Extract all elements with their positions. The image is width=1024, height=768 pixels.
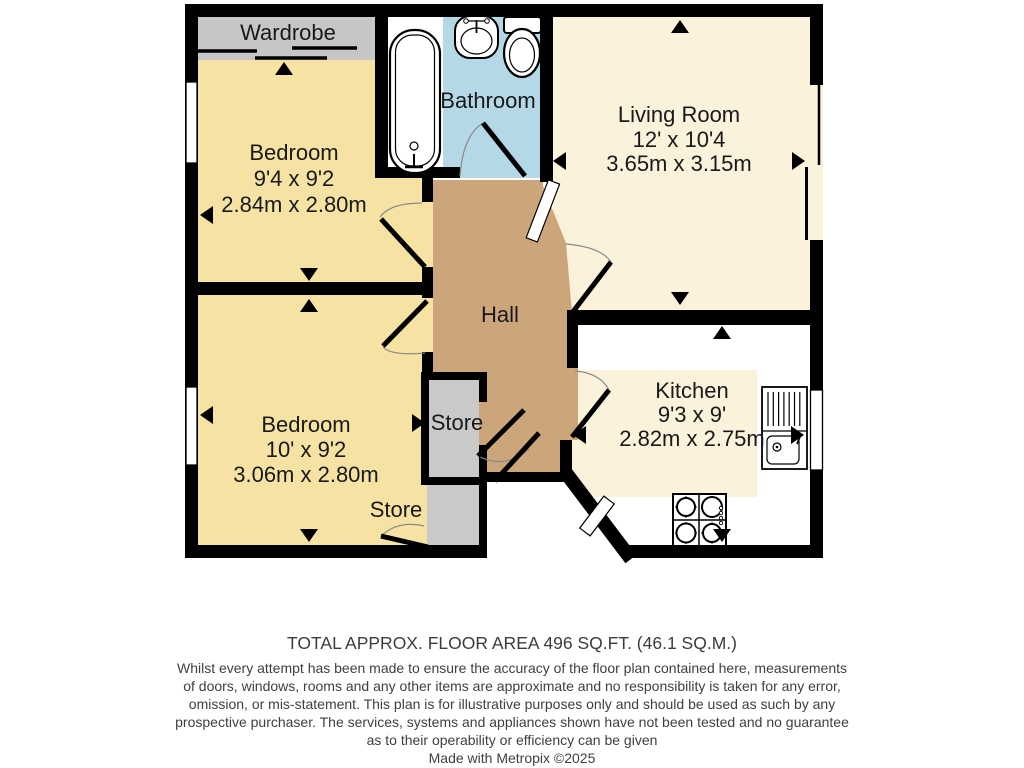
wall-store-right-a: [479, 372, 487, 402]
wall-hall-kitchen: [560, 440, 572, 472]
disclaimer-line: as to their operability or efficiency can be given: [366, 732, 658, 748]
hob-icon: [673, 494, 726, 546]
store-lower-label: Store: [369, 497, 423, 522]
bedroom1-metric: 2.84m x 2.80m: [221, 192, 367, 217]
window-bedroom2: [186, 387, 197, 465]
exterior-notch: [487, 482, 572, 545]
toilet-icon: [504, 17, 541, 77]
wall-bedroom-divider: [185, 282, 433, 295]
window-kitchen: [811, 390, 823, 470]
wall-bedroom2-right: [422, 352, 433, 372]
wall-bottom-left: [185, 545, 487, 558]
wall-bedroom-bathroom: [375, 17, 388, 167]
store-lower-area: [427, 485, 479, 545]
bathroom-label: Bathroom: [440, 88, 536, 113]
disclaimer-line: prospective purchaser. The services, systems and appliances shown have not been tested and no guarantee: [175, 714, 849, 730]
footer: [0, 632, 1024, 767]
living-room-metric: 3.65m x 3.15m: [606, 151, 752, 176]
living-room-imperial: 12' x 10'4: [632, 127, 726, 152]
bedroom2-imperial: 10' x 9'2: [265, 437, 347, 462]
wardrobe-label: Wardrobe: [240, 20, 336, 45]
wash-basin-icon: [455, 16, 498, 58]
wall-store-left: [421, 372, 429, 485]
kitchen-metric: 2.82m x 2.75m: [619, 426, 765, 451]
living-room-name: Living Room: [617, 102, 741, 127]
bathtub-icon: [390, 30, 440, 173]
wall-living-kitchen: [567, 310, 823, 325]
wall-store-mid: [421, 477, 487, 485]
wall-top: [185, 4, 823, 17]
bedroom2-metric: 3.06m x 2.80m: [233, 462, 379, 487]
kitchen-imperial: 9'3 x 9': [657, 402, 727, 427]
kitchen-name: Kitchen: [655, 378, 729, 403]
bedroom1-name: Bedroom: [249, 140, 339, 165]
hall-label: Hall: [481, 302, 519, 327]
disclaimer-line: omission, or mis-statement. This plan is for illustrative purposes only and should be used as such by any: [188, 696, 836, 712]
bedroom2-name: Bedroom: [261, 412, 351, 437]
wall-store-right-b: [479, 445, 487, 558]
wall-kitchen-jamb: [567, 310, 578, 368]
window-living-lower-bay: [810, 165, 823, 240]
wall-store-top: [421, 372, 487, 380]
disclaimer-line: of doors, windows, rooms and any other items are approximate and no responsibility is taken for any error,: [183, 678, 841, 694]
wall-right-1: [810, 4, 823, 85]
wall-bedroom1-right-b: [422, 267, 433, 298]
wall-right-3: [810, 470, 823, 558]
metropix-credit: Made with Metropix ©2025: [428, 750, 596, 766]
disclaimer-line: Whilst every attempt has been made to ensure the accuracy of the floor plan contained here, measurements: [176, 660, 848, 676]
total-area-title: TOTAL APPROX. FLOOR AREA 496 SQ.FT. (46.1 SQ.M.): [287, 633, 737, 653]
store-upper-label: Store: [430, 410, 484, 435]
window-bedroom1: [186, 82, 197, 163]
bedroom1-imperial: 9'4 x 9'2: [253, 166, 335, 191]
kitchen-sink-icon: [762, 387, 807, 469]
window-living-bay: [810, 85, 823, 165]
